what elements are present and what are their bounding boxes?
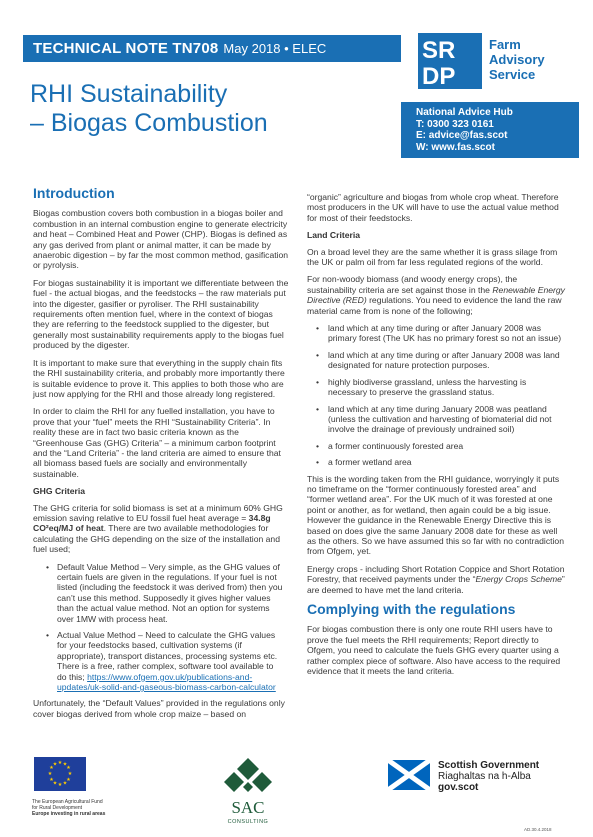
land-exclusions-list (307, 323, 565, 467)
complying-paragraph: For biogas combustion there is only one route RHI users have to prove the fuel meets the RHI requirements; Report directly to Ofgem, you need to calculate the fuels GHG every quarter using a rather complex piece of software. Also have access to the required evidence that it meets the land criteria. (307, 624, 561, 677)
advice-hub-phone[interactable]: T: 0300 323 0161 (416, 118, 494, 130)
svg-text:SR: SR (422, 37, 456, 64)
ghg-methods-list (33, 562, 291, 693)
svg-text:★: ★ (67, 771, 73, 777)
ghg-threshold-value: 34.8g CO²eq/MJ of heat (33, 512, 271, 534)
saltire-flag-icon (388, 760, 430, 790)
advice-hub-web[interactable]: W: www.fas.scot (416, 141, 495, 153)
list-item (33, 630, 291, 692)
land-paragraph-1: On a broad level they are the same whether it is grass silage from the UK or palm oil from far less regulated regions of the world. (307, 246, 558, 268)
svg-text:★: ★ (62, 761, 68, 768)
eu-caption-line-2: for Rural Development (32, 805, 83, 811)
farm-advisory-service-logo (418, 33, 578, 93)
energy-crops-text-a: Energy crops - including Short Rotation Coppice and Short Rotation Forestry, that received payments under the “ (307, 563, 565, 585)
land-paragraph-2-text-a: For non-woody biomass (and woody energy crops), the sustainability criteria are set against those in the (307, 274, 518, 295)
eu-flag-icon (34, 757, 86, 791)
wording-paragraph: This is the wording taken from the RHI guidance, worryingly it puts no timeframe on the “former continuously forested area” and “former wetland area”. For the UK much of it was forested at one point or another, as for wetland, then again could be a big issue. However the guidance in the Renewable Energy Directive this is based on does give the same January 2008 date for these as well as the others. So we have assumed this so far with no contradiction from Ofgem, yet. (307, 473, 564, 557)
intro-paragraph-2: For biogas sustainability it is important we differentiate between the fuel - the actual biogas, and the feedstocks – the raw materials put into the digester, gasifier or pyroliser. The RHI sustainability requirements often mention fuel, where in the context of biogas they are referring to the feedstock supplied to the digester, but generally most sustainability requirements apply to the biogas fuel produced by the digester. (33, 277, 289, 351)
right-column (307, 192, 565, 683)
sac-name: SAC (231, 798, 265, 817)
ofgem-calculator-link[interactable]: https://www.ofgem.gov.uk/publications-and-updates/uk-solid-and-gaseous-biomass-carbon-calculator (57, 671, 276, 693)
eu-fund-caption (32, 799, 105, 817)
land-criteria-heading: Land Criteria (307, 230, 361, 241)
svg-text:★: ★ (52, 761, 58, 768)
red-directive-name: Renewable Energy Directive (RED) (307, 284, 565, 306)
title-line-2: – Biogas Combustion (30, 109, 268, 137)
technical-note-banner (23, 35, 401, 62)
scottish-government-name (438, 760, 539, 793)
intro-paragraph-3: It is important to make sure that everything in the supply chain fits the RHI sustainability criteria, and probably more importantly there is suitable evidence to prove it. This applies to both those who are just now applying for the RHI and those already long registered. (33, 357, 285, 399)
fas-name (489, 37, 545, 82)
document-reference: AD.30.4.2018 (524, 827, 552, 832)
saltire-cross-icon (388, 760, 430, 790)
national-advice-hub-box (401, 102, 579, 158)
advice-hub-title: National Advice Hub (416, 107, 513, 118)
list-item: • land which at any time during or after January 2008 was land designated for nature protection purposes. (307, 350, 565, 371)
ghg-paragraph (33, 503, 291, 555)
scottish-government-logo (388, 760, 568, 800)
srdp-logo-icon (418, 33, 482, 89)
list-item: • a former wetland area (307, 457, 565, 467)
svg-text:★: ★ (47, 771, 53, 777)
energy-crops-paragraph (307, 564, 565, 595)
sg-name-gaelic: Riaghaltas na h-Alba (438, 771, 531, 782)
svg-text:★: ★ (66, 777, 71, 783)
energy-crops-text-b: ” are deemed to have met the land criteria. (307, 574, 565, 595)
technical-note-label: TECHNICAL NOTE TN708 (33, 40, 219, 57)
fas-name-line-1: Farm (489, 37, 521, 52)
eu-caption-line-3: Europe investing in rural areas (32, 811, 106, 817)
sac-subtitle: CONSULTING (227, 819, 269, 825)
eu-stars-icon (34, 757, 86, 791)
fas-name-line-2: Advisory (489, 52, 545, 67)
svg-text:★: ★ (66, 765, 71, 771)
svg-text:★: ★ (49, 777, 54, 783)
list-item: • a former continuously forested area (307, 441, 565, 451)
default-values-paragraph: Unfortunately, the “Default Values” provided in the regulations only cover biogas derived from whole crop maize – based on (33, 698, 285, 719)
svg-text:★: ★ (49, 765, 54, 771)
ghg-paragraph-text-b: . There are two available methodologies for calculating the GHG depending on the size of the installation and fuel used; (33, 523, 280, 555)
list-item: • highly biodiverse grassland, unless the harvesting is necessary to preserve the grassland status. (307, 377, 565, 398)
land-paragraph-2 (307, 274, 565, 316)
svg-text:★: ★ (62, 780, 68, 787)
title-line-1: RHI Sustainability (30, 80, 228, 108)
introduction-heading: Introduction (33, 185, 115, 201)
svg-text:★: ★ (57, 760, 63, 766)
sg-name-english: Scottish Government (438, 760, 540, 771)
list-item: • land which at any time during January 2008 was peatland (unless the cultivation and harvesting of biomaterial did not involve the drainage of previously undrained soil) (307, 404, 565, 435)
svg-text:★: ★ (52, 780, 58, 787)
advice-hub-email[interactable]: E: advice@fas.scot (416, 130, 508, 142)
list-item: • Default Value Method – Very simple, as the GHG values of certain fuels are given in the regulations. If your fuel is not listed (including the feedstock it was derived from) then you can’t use this method. Supposedly it gives higher values than the actual value method. Not an option for systems over 1MW with process heat. (33, 562, 291, 624)
continued-paragraph: “organic” agriculture and biogas from whole crop wheat. Therefore most producers in the UK will have to use the actual value method for most of their feedstocks. (307, 192, 559, 223)
sac-consulting-logo (222, 756, 274, 832)
list-item: • land which at any time during or after January 2008 was primary forest (The UK has no primary forest so not an issue) (307, 323, 565, 344)
svg-text:DP: DP (422, 63, 456, 89)
intro-paragraph-4: In order to claim the RHI for any fuelled installation, you have to prove that your “fuel” meets the RHI “Sustainability Criteria”. In reality these are in fact two basic criteria known as the “Greenhouse Gas (GHG) Criteria” – a minimum carbon footprint and the “Land Criteria” - the land criteria are aimed to ensure that all biomass based fuels are socially and environmentally sustainable. (33, 406, 281, 479)
sg-website[interactable]: gov.scot (438, 782, 479, 793)
technical-note-date: May 2018 • ELEC (223, 41, 327, 56)
actual-value-method-text: Actual Value Method – Need to calculate the GHG values for your feedstocks based, cultivation systems (if appropriate), transport distances, processing systems etc. There is a free, rather complex, software tool available to do this; (57, 630, 278, 682)
document-title (30, 80, 268, 138)
sac-leaf-icon (222, 756, 274, 798)
intro-paragraph-1: Biogas combustion covers both combustion in a biogas boiler and combustion in an internal combustion engine to generate electricity and heat – Combined Heat and Power (CHP). Biogas is defined as any gas derived from plant or animal matter, it can be made by anaerobic digestion – by far the most common method, gasification or pyrolysis. (33, 208, 289, 271)
ghg-criteria-heading: GHG Criteria (33, 486, 86, 497)
fas-name-line-3: Service (489, 67, 536, 82)
ghg-paragraph-text-a: The GHG criteria for solid biomass is set at a minimum 60% GHG emission saving relative to EU fossil fuel heat average = (33, 502, 283, 523)
svg-text:★: ★ (57, 782, 63, 788)
complying-heading: Complying with the regulations (307, 601, 516, 617)
land-paragraph-2-text-b: regulations. You need to evidence the land the raw material came from is none of the following; (307, 295, 562, 316)
energy-crops-scheme-name: Energy Crops Scheme (475, 574, 562, 585)
footer (0, 752, 593, 837)
left-column (33, 185, 291, 726)
eu-caption-line-1: The European Agricultural Fund (32, 799, 103, 805)
